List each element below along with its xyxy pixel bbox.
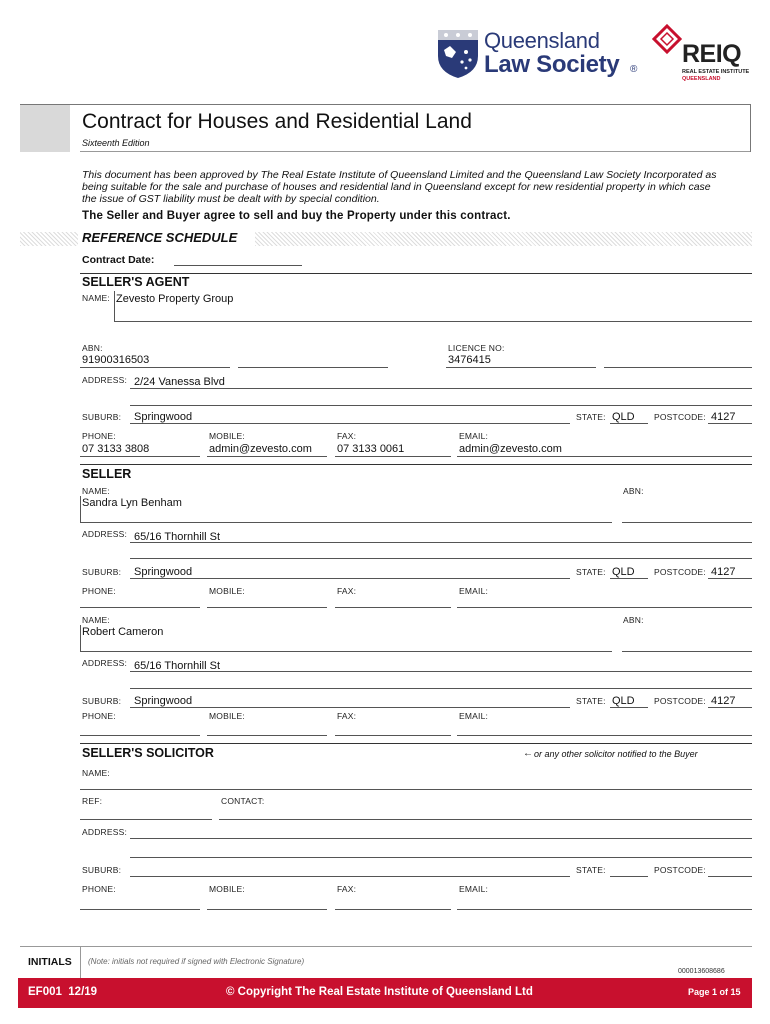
reiq-sub2: QUEENSLAND	[682, 76, 721, 82]
schedule-title: REFERENCE SCHEDULE	[82, 230, 238, 245]
agent-address-label: ADDRESS:	[82, 375, 128, 385]
solicitor-postcode-field[interactable]	[708, 876, 752, 877]
seller2-abn-label: ABN:	[623, 615, 644, 625]
solicitor-ref-label: REF:	[82, 796, 103, 806]
solicitor-postcode-label: POSTCODE:	[654, 865, 706, 875]
contract-date-field[interactable]	[174, 265, 302, 266]
solicitor-heading: SELLER'S SOLICITOR	[82, 746, 214, 760]
solicitor-phone-field[interactable]	[80, 909, 200, 910]
agent-suburb-label: SUBURB:	[82, 412, 122, 422]
agent-phone-value[interactable]: 07 3133 3808	[82, 443, 150, 455]
seller1-fax-label: FAX:	[337, 586, 357, 596]
seller2-postcode-value[interactable]: 4127	[711, 695, 736, 707]
seller1-state-value[interactable]: QLD	[612, 566, 635, 578]
seller2-name-label: NAME:	[82, 615, 110, 625]
seller1-address-label: ADDRESS:	[82, 529, 128, 539]
solicitor-address-field[interactable]	[130, 838, 752, 839]
solicitor-suburb-label: SUBURB:	[82, 865, 122, 875]
qls-shield-icon	[436, 28, 480, 80]
agent-abn-value[interactable]: 91900316503	[82, 354, 150, 366]
reiq-sub1: REAL ESTATE INSTITUTE	[682, 69, 750, 75]
document-number: 000013608686	[678, 968, 725, 975]
initials-note: (Note: initials not required if signed with Electronic Signature)	[88, 957, 305, 966]
page-title: Contract for Houses and Residential Land	[82, 110, 472, 133]
contract-date-label: Contract Date:	[82, 254, 155, 266]
solicitor-contact-label: CONTACT:	[221, 796, 265, 806]
seller1-abn-label: ABN:	[623, 486, 644, 496]
solicitor-address-label: ADDRESS:	[82, 827, 128, 837]
seller1-mobile-field[interactable]	[207, 607, 327, 608]
solicitor-contact-field[interactable]	[219, 819, 752, 820]
agent-email-label: EMAIL:	[459, 431, 489, 441]
seller1-postcode-label: POSTCODE:	[654, 567, 706, 577]
agent-suburb-value[interactable]: Springwood	[134, 411, 193, 423]
seller2-postcode-label: POSTCODE:	[654, 696, 706, 706]
seller1-phone-field[interactable]	[80, 607, 200, 608]
agent-licence-value[interactable]: 3476415	[448, 354, 491, 366]
seller2-name-value[interactable]: Robert Cameron	[82, 626, 164, 638]
reiq-diamond-icon	[652, 24, 682, 58]
solicitor-state-label: STATE:	[576, 865, 606, 875]
agent-abn-label: ABN:	[82, 343, 103, 353]
agent-state-value[interactable]: QLD	[612, 411, 635, 423]
solicitor-name-field[interactable]	[80, 789, 752, 790]
qls-logo	[436, 28, 640, 80]
agent-state-label: STATE:	[576, 412, 606, 422]
seller1-name-value[interactable]: Sandra Lyn Benham	[82, 497, 182, 509]
solicitor-email-label: EMAIL:	[459, 884, 489, 894]
agent-email-value[interactable]: admin@zevesto.com	[459, 443, 562, 455]
solicitor-mobile-label: MOBILE:	[209, 884, 245, 894]
footer-band	[18, 978, 752, 1008]
seller1-suburb-value[interactable]: Springwood	[134, 566, 193, 578]
initials-label: INITIALS	[28, 956, 72, 968]
seller1-email-field[interactable]	[457, 607, 752, 608]
edition: Sixteenth Edition	[82, 138, 150, 148]
agent-fax-value[interactable]: 07 3133 0061	[337, 443, 405, 455]
seller2-mobile-field[interactable]	[207, 735, 327, 736]
seller1-name-label: NAME:	[82, 486, 110, 496]
seller2-email-label: EMAIL:	[459, 711, 489, 721]
seller1-state-label: STATE:	[576, 567, 606, 577]
seller2-mobile-label: MOBILE:	[209, 711, 245, 721]
agent-licence-label: LICENCE NO:	[448, 343, 505, 353]
copyright: © Copyright The Real Estate Institute of Queensland Ltd	[226, 986, 533, 998]
agent-name-label: NAME:	[82, 293, 110, 303]
solicitor-ref-field[interactable]	[80, 819, 212, 820]
solicitor-name-label: NAME:	[82, 768, 110, 778]
solicitor-suburb-field[interactable]	[130, 876, 570, 877]
seller1-fax-field[interactable]	[335, 607, 451, 608]
seller2-phone-label: PHONE:	[82, 711, 116, 721]
solicitor-phone-label: PHONE:	[82, 884, 116, 894]
qls-name-line1: Queensland	[484, 28, 600, 53]
seller1-phone-label: PHONE:	[82, 586, 116, 596]
solicitor-state-field[interactable]	[610, 876, 648, 877]
solicitor-fax-label: FAX:	[337, 884, 357, 894]
agent-phone-label: PHONE:	[82, 431, 116, 441]
agreement-text: The Seller and Buyer agree to sell and buy the Property under this contract.	[82, 210, 511, 222]
agent-mobile-value[interactable]: admin@zevesto.com	[209, 443, 312, 455]
seller2-address-value[interactable]: 65/16 Thornhill St	[134, 660, 221, 672]
solicitor-mobile-field[interactable]	[207, 909, 327, 910]
reiq-name: REIQ	[682, 40, 742, 68]
seller1-address-value[interactable]: 65/16 Thornhill St	[134, 531, 221, 543]
agent-postcode-label: POSTCODE:	[654, 412, 706, 422]
seller1-suburb-label: SUBURB:	[82, 567, 122, 577]
seller2-state-label: STATE:	[576, 696, 606, 706]
page-number: Page 1 of 15	[688, 987, 741, 997]
solicitor-email-field[interactable]	[457, 909, 752, 910]
seller2-fax-label: FAX:	[337, 711, 357, 721]
seller1-mobile-label: MOBILE:	[209, 586, 245, 596]
seller2-phone-field[interactable]	[80, 735, 200, 736]
seller2-suburb-value[interactable]: Springwood	[134, 695, 193, 707]
form-code: EF001 12/19	[28, 986, 98, 998]
agent-name-value[interactable]: Zevesto Property Group	[116, 293, 234, 305]
seller-heading: SELLER	[82, 467, 132, 481]
initials-box[interactable]	[345, 952, 645, 976]
solicitor-note: or any other solicitor notified to the Buyer	[534, 749, 698, 759]
reiq-logo	[652, 24, 756, 84]
intro-text: This document has been approved by The Real Estate Institute of Queensland Limited and the Queensland Law Society Incorporated as being suitable for the sale and purchase of houses and residential land in Queensland except for new residential property in which case the issue of GST liability must be dealt with by special condition.	[82, 169, 717, 205]
agent-fax-label: FAX:	[337, 431, 357, 441]
seller2-state-value[interactable]: QLD	[612, 695, 635, 707]
agent-mobile-label: MOBILE:	[209, 431, 245, 441]
seller1-email-label: EMAIL:	[459, 586, 489, 596]
solicitor-fax-field[interactable]	[335, 909, 451, 910]
seller1-postcode-value[interactable]: 4127	[711, 566, 736, 578]
qls-registered-mark: ®	[630, 64, 638, 75]
solicitor-arrow-icon: ←	[523, 748, 533, 759]
title-side-box	[20, 104, 70, 152]
sellers-agent-heading: SELLER'S AGENT	[82, 275, 190, 289]
seller2-suburb-label: SUBURB:	[82, 696, 122, 706]
seller2-address-label: ADDRESS:	[82, 658, 128, 668]
agent-address-value[interactable]: 2/24 Vanessa Blvd	[134, 376, 225, 388]
seller2-email-field[interactable]	[457, 735, 752, 736]
agent-postcode-value[interactable]: 4127	[711, 411, 736, 423]
qls-name-line2: Law Society	[484, 51, 620, 78]
seller2-fax-field[interactable]	[335, 735, 451, 736]
